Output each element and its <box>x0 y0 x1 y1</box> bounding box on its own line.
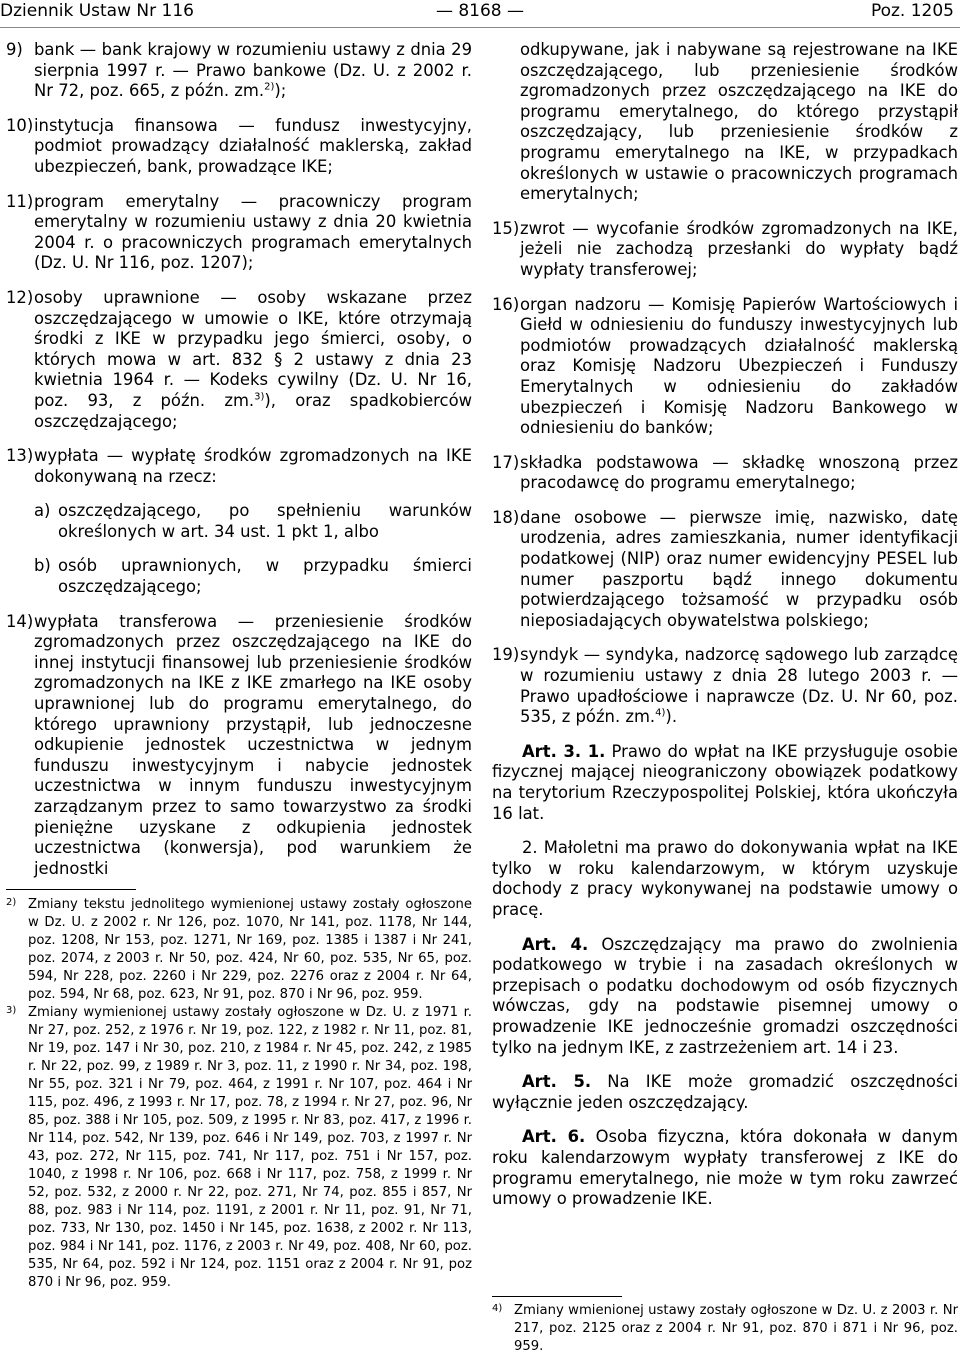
position-number: Poz. 1205 <box>870 1 954 21</box>
item-text: zwrot — wycofanie środków zgromadzonych na IKE, jeżeli nie zachodzą przesłanki do wypłaty bądź wypłaty transferowej; <box>520 218 958 279</box>
definition-item-18 <box>492 508 958 632</box>
article-text: Oszczędzający ma prawo do zwolnienia podatkowego w trybie i na zasadach określonych w przepisach o podatku dochodowym od osób fizycznych wówczas, gdy na podstawie pisemnej umowy o prowadzenie IKE jednocześnie gromadzi oszczędności tylko na jednym IKE, z zastrzeżeniem art. 14 i 23. <box>492 934 958 1057</box>
footnotes-right <box>492 1302 958 1356</box>
item-number: 14) <box>6 611 34 631</box>
item-tail: ). <box>665 707 678 727</box>
definition-item-14 <box>6 612 472 880</box>
item-text: instytucja finansowa — fundusz inwestycyjny, podmiot prowadzący działalność maklerską, zakład ubezpieczeń, bank, prowadzące IKE; <box>34 115 472 176</box>
footnote-number: 4) <box>492 1303 503 1314</box>
header-rule <box>0 27 960 28</box>
footnotes-left <box>6 896 472 1292</box>
item-number: 15) <box>492 218 520 238</box>
page-header <box>0 0 960 30</box>
article-text: Prawo do wpłat na IKE przysługuje osobie fizycznej mającej nieograniczony obowiązek podatkowy na terytorium Rzeczypospolitej Polskiej, która ukończyła 16 lat. <box>492 741 959 823</box>
footnote-number: 3) <box>6 1005 17 1016</box>
footnote-3 <box>6 1004 472 1292</box>
right-column <box>492 40 958 1224</box>
footnote-text: Zmiany tekstu jednolitego wymienionej ustawy zostały ogłoszone w Dz. U. z 2002 r. Nr 126, poz. 1070, Nr 141, poz. 1178, Nr 144, poz. 1208, Nr 153, poz. 1271, Nr 169, poz. 1385 i 1387 i Nr 241, poz. 2074, z 2003 r. Nr 50, poz. 424, Nr 60, poz. 535, Nr 65, poz. 594, Nr 228, poz. 2260 i Nr 229, poz. 2276 oraz z 2004 r. Nr 64, poz. 594, Nr 68, poz. 623, Nr 91, poz. 870 i Nr 96, poz. 959. <box>28 897 472 1002</box>
footnote-rule <box>6 889 136 890</box>
item-text: osoby uprawnione — osoby wskazane przez oszczędzającego w umowie o IKE, które otrzymają środki z IKE w przypadku jego śmierci, osoby, o których mowa w art. 832 § 2 ustawy z dnia 23 kwietnia 1964 r. — Kodeks cywilny (Dz. U. Nr 16, poz. 93, z późn. zm. <box>34 287 472 410</box>
footnote-4 <box>492 1302 958 1356</box>
footnote-ref: 4) <box>655 707 666 719</box>
footnote-ref: 3) <box>254 391 265 403</box>
item-text: odkupywane, jak i nabywane są rejestrowane na IKE oszczędzającego, lub przeniesienie środków zgromadzonych przez oszczędzającego na IKE do programu emerytalnego, do którego przystąpił oszczędzający, lub przeniesienie środków z programu emerytalnego na IKE, w przypadkach określonych w ustawie o pracowniczych programach emerytalnych; <box>520 40 958 204</box>
definition-item-15 <box>492 219 958 281</box>
definition-item-11 <box>6 192 472 274</box>
footnote-text: Zmiany wymienionej ustawy zostały ogłoszone w Dz. U. z 1971 r. Nr 27, poz. 252, z 1976 r. Nr 19, poz. 122, z 1982 r. Nr 11, poz. 81, Nr 19, poz. 147 i Nr 30, poz. 210, z 1984 r. Nr 45, poz. 242, z 1985 r. Nr 22, poz. 99, z 1989 r. Nr 3, poz. 11, z 1990 r. Nr 34, poz. 198, Nr 55, poz. 321 i Nr 79, poz. 464, z 1991 r. Nr 107, poz. 464 i Nr 115, poz. 496, z 1993 r. Nr 17, poz. 78, z 1994 r. Nr 27, poz. 96, Nr 85, poz. 388 i Nr 105, poz. 509, z 1995 r. Nr 83, poz. 417, z 1996 r. Nr 114, poz. 542, Nr 139, poz. 646 i Nr 149, poz. 703, z 1997 r. Nr 43, poz. 272, Nr 115, poz. 741, Nr 117, poz. 751 i Nr 157, poz. 1040, z 1998 r. Nr 106, poz. 668 i Nr 117, poz. 758, z 1999 r. Nr 52, poz. 532, z 2000 r. Nr 22, poz. 271, Nr 74, poz. 855 i 857, Nr 88, poz. 983 i Nr 114, poz. 1191, z 2001 r. Nr 11, poz. 91, Nr 71, poz. 733, Nr 130, poz. 1450 i Nr 145, poz. 1638, z 2002 r. Nr 113, poz. 984 i Nr 141, poz. 1176, z 2003 r. Nr 49, poz. 408, Nr 60, poz. 535, Nr 64, poz. 592 i Nr 124, poz. 1151 oraz z 2004 r. Nr 91, poz 870 i Nr 96, poz. 959. <box>28 1005 472 1290</box>
item-text: organ nadzoru — Komisję Papierów Wartościowych i Giełd w odniesieniu do funduszy inwestycyjnych lub podmiotów prowadzących działalność maklerską oraz Komisję Nadzoru Ubezpieczeń i Funduszy Emerytalnych w odniesieniu do zakładów ubezpieczeń i Komisję Nadzoru Bankowego w odniesieniu do banków; <box>520 294 958 438</box>
footnote-text: Zmiany wmienionej ustawy zostały ogłoszone w Dz. U. z 2003 r. Nr 217, poz. 2125 oraz z 2004 r. Nr 91, poz. 870 i 871 i Nr 96, poz. 959. <box>514 1303 958 1354</box>
item-number: 12) <box>6 287 34 307</box>
definition-item-13 <box>6 446 472 487</box>
article-label: Art. 3. 1. <box>522 741 606 761</box>
footnote-ref: 2) <box>264 81 275 93</box>
article-label: Art. 6. <box>522 1127 586 1147</box>
definition-item-10 <box>6 116 472 178</box>
journal-title: Dziennik Ustaw Nr 116 <box>0 1 194 21</box>
item-number: 9) <box>6 40 23 59</box>
item-number: 10) <box>6 115 34 135</box>
definition-item-17 <box>492 453 958 494</box>
item-number: 19) <box>492 645 520 665</box>
item-number: 17) <box>492 452 520 472</box>
definition-item-16 <box>492 295 958 439</box>
page-number: — 8168 — <box>435 1 525 21</box>
article-text: Osoba fizyczna, która dokonała w danym roku kalendarzowym wypłaty transferowej z IKE do programu emerytalnego, nie może w tym roku zawrzeć umowy o prowadzenie IKE. <box>492 1127 959 1209</box>
sub-item-b <box>34 556 472 597</box>
item-number: 18) <box>492 507 520 527</box>
definition-item-19 <box>492 645 958 727</box>
footnote-2 <box>6 896 472 1004</box>
definition-item-12 <box>6 288 472 432</box>
item-text: syndyk — syndyka, nadzorcę sądowego lub zarządcę w rozumieniu ustawy z dnia 28 lutego 2003 r. — Prawo upadłościowe i naprawcze (Dz. U. Nr 60, poz. 535, z późn. zm. <box>520 645 958 727</box>
article-4 <box>492 935 958 1059</box>
article-5 <box>492 1072 958 1113</box>
article-3-paragraph-1 <box>492 742 958 824</box>
article-label: Art. 4. <box>522 934 589 954</box>
article-label: Art. 5. <box>522 1072 592 1092</box>
sub-item-letter: b) <box>34 556 51 576</box>
sub-item-letter: a) <box>34 501 51 521</box>
item-text: dane osobowe — pierwsze imię, nazwisko, datę urodzenia, adres zamieszkania, numer identyfikacji podatkowej (NIP) oraz numer ewidencyjny PESEL lub numer paszportu bądź innego dokumentu potwierdzającego tożsamość w przypadku osób nieposiadających obywatelstwa polskiego; <box>520 507 958 630</box>
item-text: składka podstawowa — składkę wnoszoną przez pracodawcę do programu emerytalnego; <box>520 452 958 493</box>
definition-item-9 <box>6 40 472 102</box>
item-number: 11) <box>6 191 34 211</box>
sub-item-text: oszczędzającego, po spełnieniu warunków określonych w art. 34 ust. 1 pkt 1, albo <box>58 501 472 541</box>
item-text: wypłata — wypłatę środków zgromadzonych na IKE dokonywaną na rzecz: <box>34 446 472 486</box>
article-3-paragraph-2: 2. Małoletni ma prawo do dokonywania wpłat na IKE tylko w roku kalendarzowym, w którym uzyskuje dochody z pracy wykonywanej na podstawie umowy o pracę. <box>492 838 958 919</box>
continuation-text <box>492 40 958 205</box>
item-text: bank — bank krajowy w rozumieniu ustawy z dnia 29 sierpnia 1997 r. — Prawo bankowe (Dz. U. z 2002 r. Nr 72, poz. 665, z późn. zm. <box>34 40 472 101</box>
item-text: wypłata transferowa — przeniesienie środków zgromadzonych przez oszczędzającego na IKE do innej instytucji finansowej lub przeniesienie środków zgromadzonych na IKE z IKE zmarłego na IKE osoby uprawnionej lub do programu emerytalnego, do którego uprawniony przystąpił, lub jednoczesne odkupienie jednostek uczestnictwa w jednym funduszu inwestycyjnym i nabycie jednostek uczestnictwa w innym funduszu inwestycyjnym zarządzanym przez to samo towarzystwo za środki pieniężne uzyskane z odkupienia jednostek uczestnictwa (konwersja), pod warunkiem że jednostki <box>34 611 472 878</box>
item-number: 16) <box>492 294 520 314</box>
article-text: Na IKE może gromadzić oszczędności wyłącznie jeden oszczędzający. <box>492 1072 959 1112</box>
article-6 <box>492 1127 958 1209</box>
item-tail: ); <box>274 81 287 101</box>
item-tail: ), oraz spadkobierców oszczędzającego; <box>34 390 472 431</box>
sub-item-text: osób uprawnionych, w przypadku śmierci oszczędzającego; <box>58 556 472 597</box>
item-text: program emerytalny — pracowniczy program emerytalny w rozumieniu ustawy z dnia 20 kwietnia 2004 r. o pracowniczych programach emerytalnych (Dz. U. Nr 116, poz. 1207); <box>34 191 472 273</box>
item-number: 13) <box>6 446 34 466</box>
footnote-rule <box>492 1296 622 1297</box>
left-column <box>6 40 472 893</box>
sub-item-a <box>34 501 472 542</box>
footnote-number: 2) <box>6 897 17 908</box>
